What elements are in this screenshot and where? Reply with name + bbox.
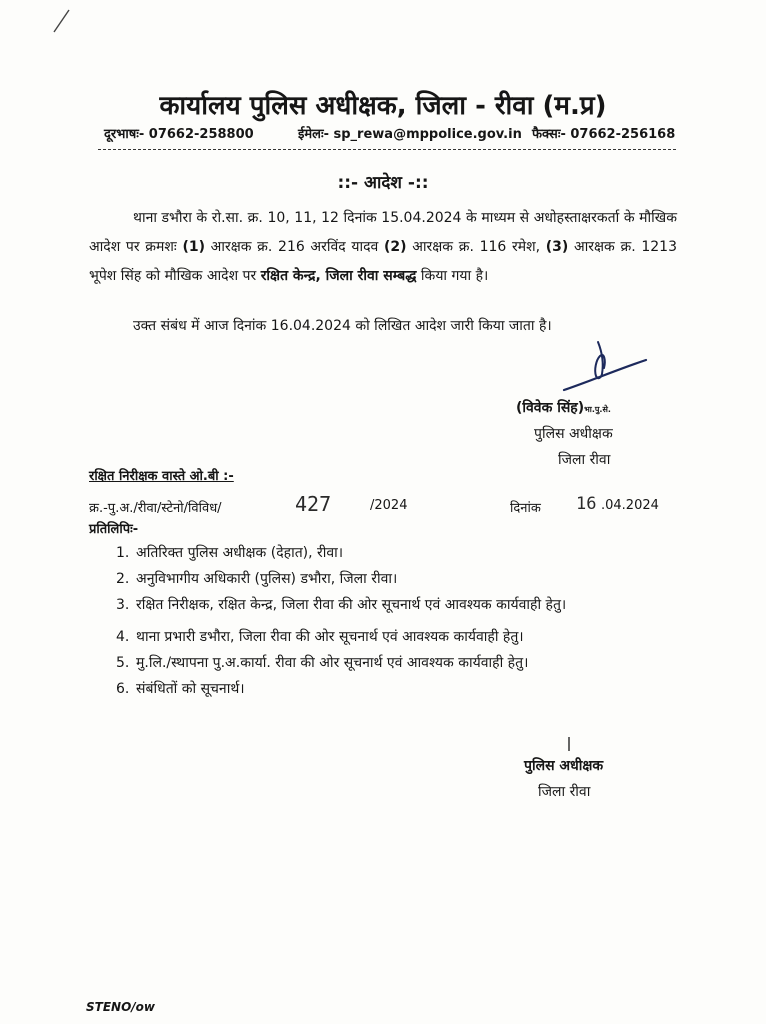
list-item-text: संबंधितों को सूचनार्थ। [136, 681, 245, 697]
steno-footer: STENO/ow [86, 1000, 155, 1014]
list-item-text: थाना प्रभारी डभौरा, जिला रीवा की ओर सूचनार्थ एवं आवश्यक कार्यवाही हेतु। [136, 629, 524, 645]
fax-number: फैक्सः- 07662-256168 [532, 127, 676, 142]
signer-designation: पुलिस अधीक्षक [524, 758, 604, 774]
signer-district: जिला रीवा [538, 784, 591, 800]
list-item-number: 4. [116, 629, 130, 645]
list-item [116, 650, 676, 676]
list-item [116, 624, 676, 650]
list-item-text: अतिरिक्त पुलिस अधीक्षक (देहात), रीवा। [136, 545, 344, 561]
signature [558, 338, 650, 396]
order-paragraph [89, 204, 677, 291]
phone-number: दूरभाषः- 07662-258800 [104, 127, 254, 142]
reference-year: /2024 [370, 498, 408, 513]
signatory-name-text: (विवेक सिंह) [516, 400, 585, 416]
header-divider [98, 149, 676, 150]
reference-prefix: क्र.-पु.अ./रीवा/स्टेनो/विविध/ [89, 501, 222, 516]
copy-to-label: प्रतिलिपिः- [89, 522, 139, 537]
order-text-segment: आरक्षक क्र. 116 रमेश, [406, 239, 546, 255]
office-title: कार्यालय पुलिस अधीक्षक, जिला - रीवा (म.प्र) [159, 91, 607, 121]
order-text-segment: (2) [384, 239, 407, 255]
list-item [116, 566, 676, 592]
date-label: दिनांक [510, 501, 541, 516]
order-heading: ::- आदेश -:: [337, 173, 429, 193]
copy-to-list [116, 540, 676, 702]
date-month-year: .04.2024 [601, 498, 659, 513]
date-day: 16 [576, 494, 597, 514]
reference-number: 427 [295, 492, 332, 516]
order-text-segment: थाना डभौरा के रो.सा. क्र. 10, 11, 12 दिनांक 15.04.2024 के माध्यम से अधोहस्ताक्षरकर्ता के मौखिक आदेश पर क्रमशः [89, 210, 677, 255]
signatory-service: भा.पु.से. [584, 405, 611, 414]
list-item-number: 2. [116, 571, 130, 587]
list-item [116, 540, 676, 566]
list-item [116, 592, 676, 618]
list-item-text: अनुविभागीय अधिकारी (पुलिस) डभौरा, जिला रीवा। [136, 571, 398, 587]
order-text-segment: (3) [545, 239, 569, 255]
pen-tick-mark [566, 736, 572, 752]
list-item-text: मु.लि./स्थापना पु.अ.कार्या. रीवा की ओर सूचनार्थ एवं आवश्यक कार्यवाही हेतु। [136, 655, 529, 671]
order-issue-statement: उक्त संबंध में आज दिनांक 16.04.2024 को लिखित आदेश जारी किया जाता है। [133, 318, 552, 334]
order-text-segment: रक्षित केन्द्र, जिला रीवा सम्बद्ध [260, 268, 417, 284]
signatory-name [516, 398, 611, 417]
order-text-segment: किया गया है। [416, 268, 489, 284]
list-item-number: 3. [116, 597, 130, 613]
order-text-segment: आरक्षक क्र. 216 अरविंद यादव [204, 239, 385, 255]
order-text-segment: आरक्षक क्र. 1213 भूपेश सिंह को मौखिक आदेश पर [89, 239, 677, 284]
signatory-designation: पुलिस अधीक्षक [534, 426, 613, 442]
order-text-segment: (1) [182, 239, 205, 255]
list-item-text: रक्षित निरीक्षक, रक्षित केन्द्र, जिला रीवा की ओर सूचनार्थ एवं आवश्यक कार्यवाही हेतु। [136, 597, 567, 613]
list-item-number: 5. [116, 655, 130, 671]
email-address: ईमेलः- sp_rewa@mppolice.gov.in [298, 127, 522, 142]
pen-mark [52, 8, 72, 34]
list-item [116, 676, 676, 702]
list-item-number: 1. [116, 545, 130, 561]
signatory-district: जिला रीवा [558, 452, 611, 468]
addressee-line: रक्षित निरीक्षक वास्ते ओ.बी :- [89, 469, 234, 484]
list-item-number: 6. [116, 681, 130, 697]
